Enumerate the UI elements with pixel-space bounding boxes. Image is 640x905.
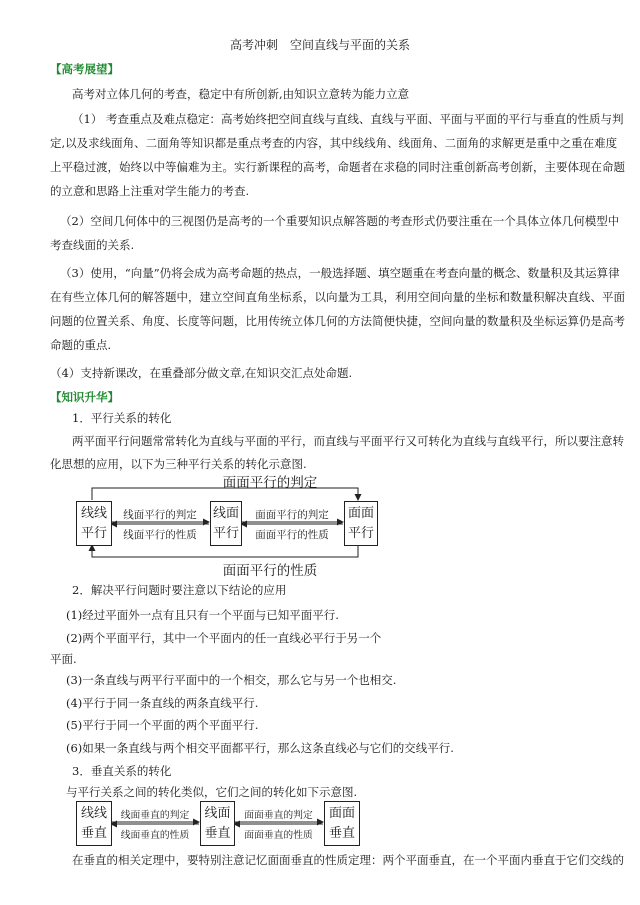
knowledge-last-line: 在垂直的相关定理中，要特别注意记忆面面垂直的性质定理：两个平面垂直，在一个平面内垂直于它们交线的 (72, 853, 624, 867)
arrow-label: 面面平行的判定 (255, 509, 329, 521)
arrow-label: 面面平行的性质 (255, 529, 329, 541)
outlook-p4: （4）支持新课改，在重叠部分做文章,在知识交汇点处命题. (50, 366, 353, 380)
arrow-label: 面面垂直的性质 (244, 830, 313, 841)
box-label: 线面 (212, 506, 239, 521)
box-label: 面面 (328, 806, 355, 821)
box-label: 线线 (80, 506, 107, 521)
box-label: 面面 (347, 506, 374, 521)
box-label: 平行 (347, 526, 374, 541)
conclusion-item: (1)经过平面外一点有且只有一个平面与已知平面平行. (66, 608, 339, 622)
conclusion-item: (6)如果一条直线与两个相交平面都平行，那么这条直线必与它们的交线平行. (66, 741, 454, 755)
arrow-label: 线面平行的性质 (123, 529, 197, 541)
arrow-label: 面面垂直的判定 (244, 810, 313, 821)
section-heading-outlook: 【高考展望】 (50, 62, 119, 76)
outlook-p1-line: 的立意和思路上注重对学生能力的考查. (50, 184, 250, 198)
box-plane-plane-perpendicular (324, 801, 360, 846)
knowledge-heading-1: 1．平行关系的转化 (72, 411, 172, 425)
conclusion-item: (5)平行于同一个平面的两个平面平行. (66, 718, 259, 732)
box-label: 垂直 (328, 826, 355, 841)
box-line-plane-perpendicular (200, 801, 235, 846)
knowledge-heading-2: 2．解决平行问题时要注意以下结论的应用 (72, 583, 287, 597)
outlook-p3-line: 问题的位置关系、角度、长度等问题，比用传统立体几何的方法简便快捷，空间向量的数量积及坐标运算仍是高考 (50, 314, 625, 328)
knowledge-text-3: 与平行关系之间的转化类似，它们之间的转化如下示意图. (66, 785, 358, 799)
box-label: 线线 (80, 806, 107, 821)
outlook-p3-line: 命题的重点. (50, 338, 112, 352)
outlook-p3-line: （3）使用，“向量”仍将会成为高考命题的热点，一般选择题、填空题重在考查向量的概念、数量积及其运算律 (60, 266, 620, 280)
box-label: 平行 (80, 526, 107, 541)
outlook-p1-line: 定,以及求线面角、二面角等知识都是重点考查的内容，其中线线角、线面角、二面角的求解更是重中之重在难度 (50, 136, 618, 150)
box-label: 垂直 (204, 826, 231, 841)
box-line-line-perpendicular (76, 801, 112, 846)
conclusion-item: (4)平行于同一条直线的两条直线平行. (66, 696, 259, 710)
conclusion-item: (3)一条直线与两平行平面中的一个相交，那么它与另一个也相交. (66, 673, 397, 687)
parallel-top-label: 面面平行的判定 (222, 475, 318, 491)
conclusion-item: (2)两个平面平行，其中一个平面内的任一直线必平行于另一个 (66, 631, 382, 645)
knowledge-text-1: 化思想的应用，以下为三种平行关系的转化示意图. (50, 457, 307, 471)
knowledge-heading-3: 3．垂直关系的转化 (72, 764, 172, 778)
knowledge-text-1: 两平面平行问题常常转化为直线与平面的平行，而直线与平面平行又可转化为直线与直线平行，所以要注意转 (72, 434, 624, 448)
outlook-p2-line: （2）空间几何体中的三视图仍是高考的一个重要知识点解答题的考查形式仍要注重在一个具体立体几何模型中 (60, 214, 620, 228)
box-label: 垂直 (80, 826, 107, 841)
outlook-p1-line: 上平稳过渡，始终以中等偏难为主。实行新课程的高考，命题者在求稳的同时注重创新高考创新，主要体现在命题 (50, 160, 625, 174)
arrow-label: 线面平行的判定 (123, 509, 197, 521)
arrow-label: 线面垂直的判定 (120, 810, 190, 821)
section-heading-knowledge: 【知识升华】 (50, 390, 119, 404)
arrow-label: 线面垂直的性质 (120, 830, 190, 841)
page-title: 高考冲刺 空间直线与平面的关系 (229, 38, 410, 52)
box-label: 平行 (212, 526, 239, 541)
outlook-p3-line: 在有些立体几何的解答题中，建立空间直角坐标系，以向量为工具，利用空间向量的坐标和数量积解决直线、平面 (50, 290, 625, 304)
parallel-bottom-label: 面面平行的性质 (222, 563, 318, 579)
outlook-p2-line: 考查线面的关系. (50, 238, 135, 252)
outlook-intro: 高考对立体几何的考查，稳定中有所创新,由知识立意转为能力立意 (72, 87, 410, 101)
conclusion-item: 平面. (50, 652, 77, 666)
outlook-p1-line: （1） 考查重点及难点稳定：高考始终把空间直线与直线、直线与平面、平面与平面的平行与垂直的性质与判 (72, 112, 624, 126)
box-label: 线面 (204, 806, 231, 821)
